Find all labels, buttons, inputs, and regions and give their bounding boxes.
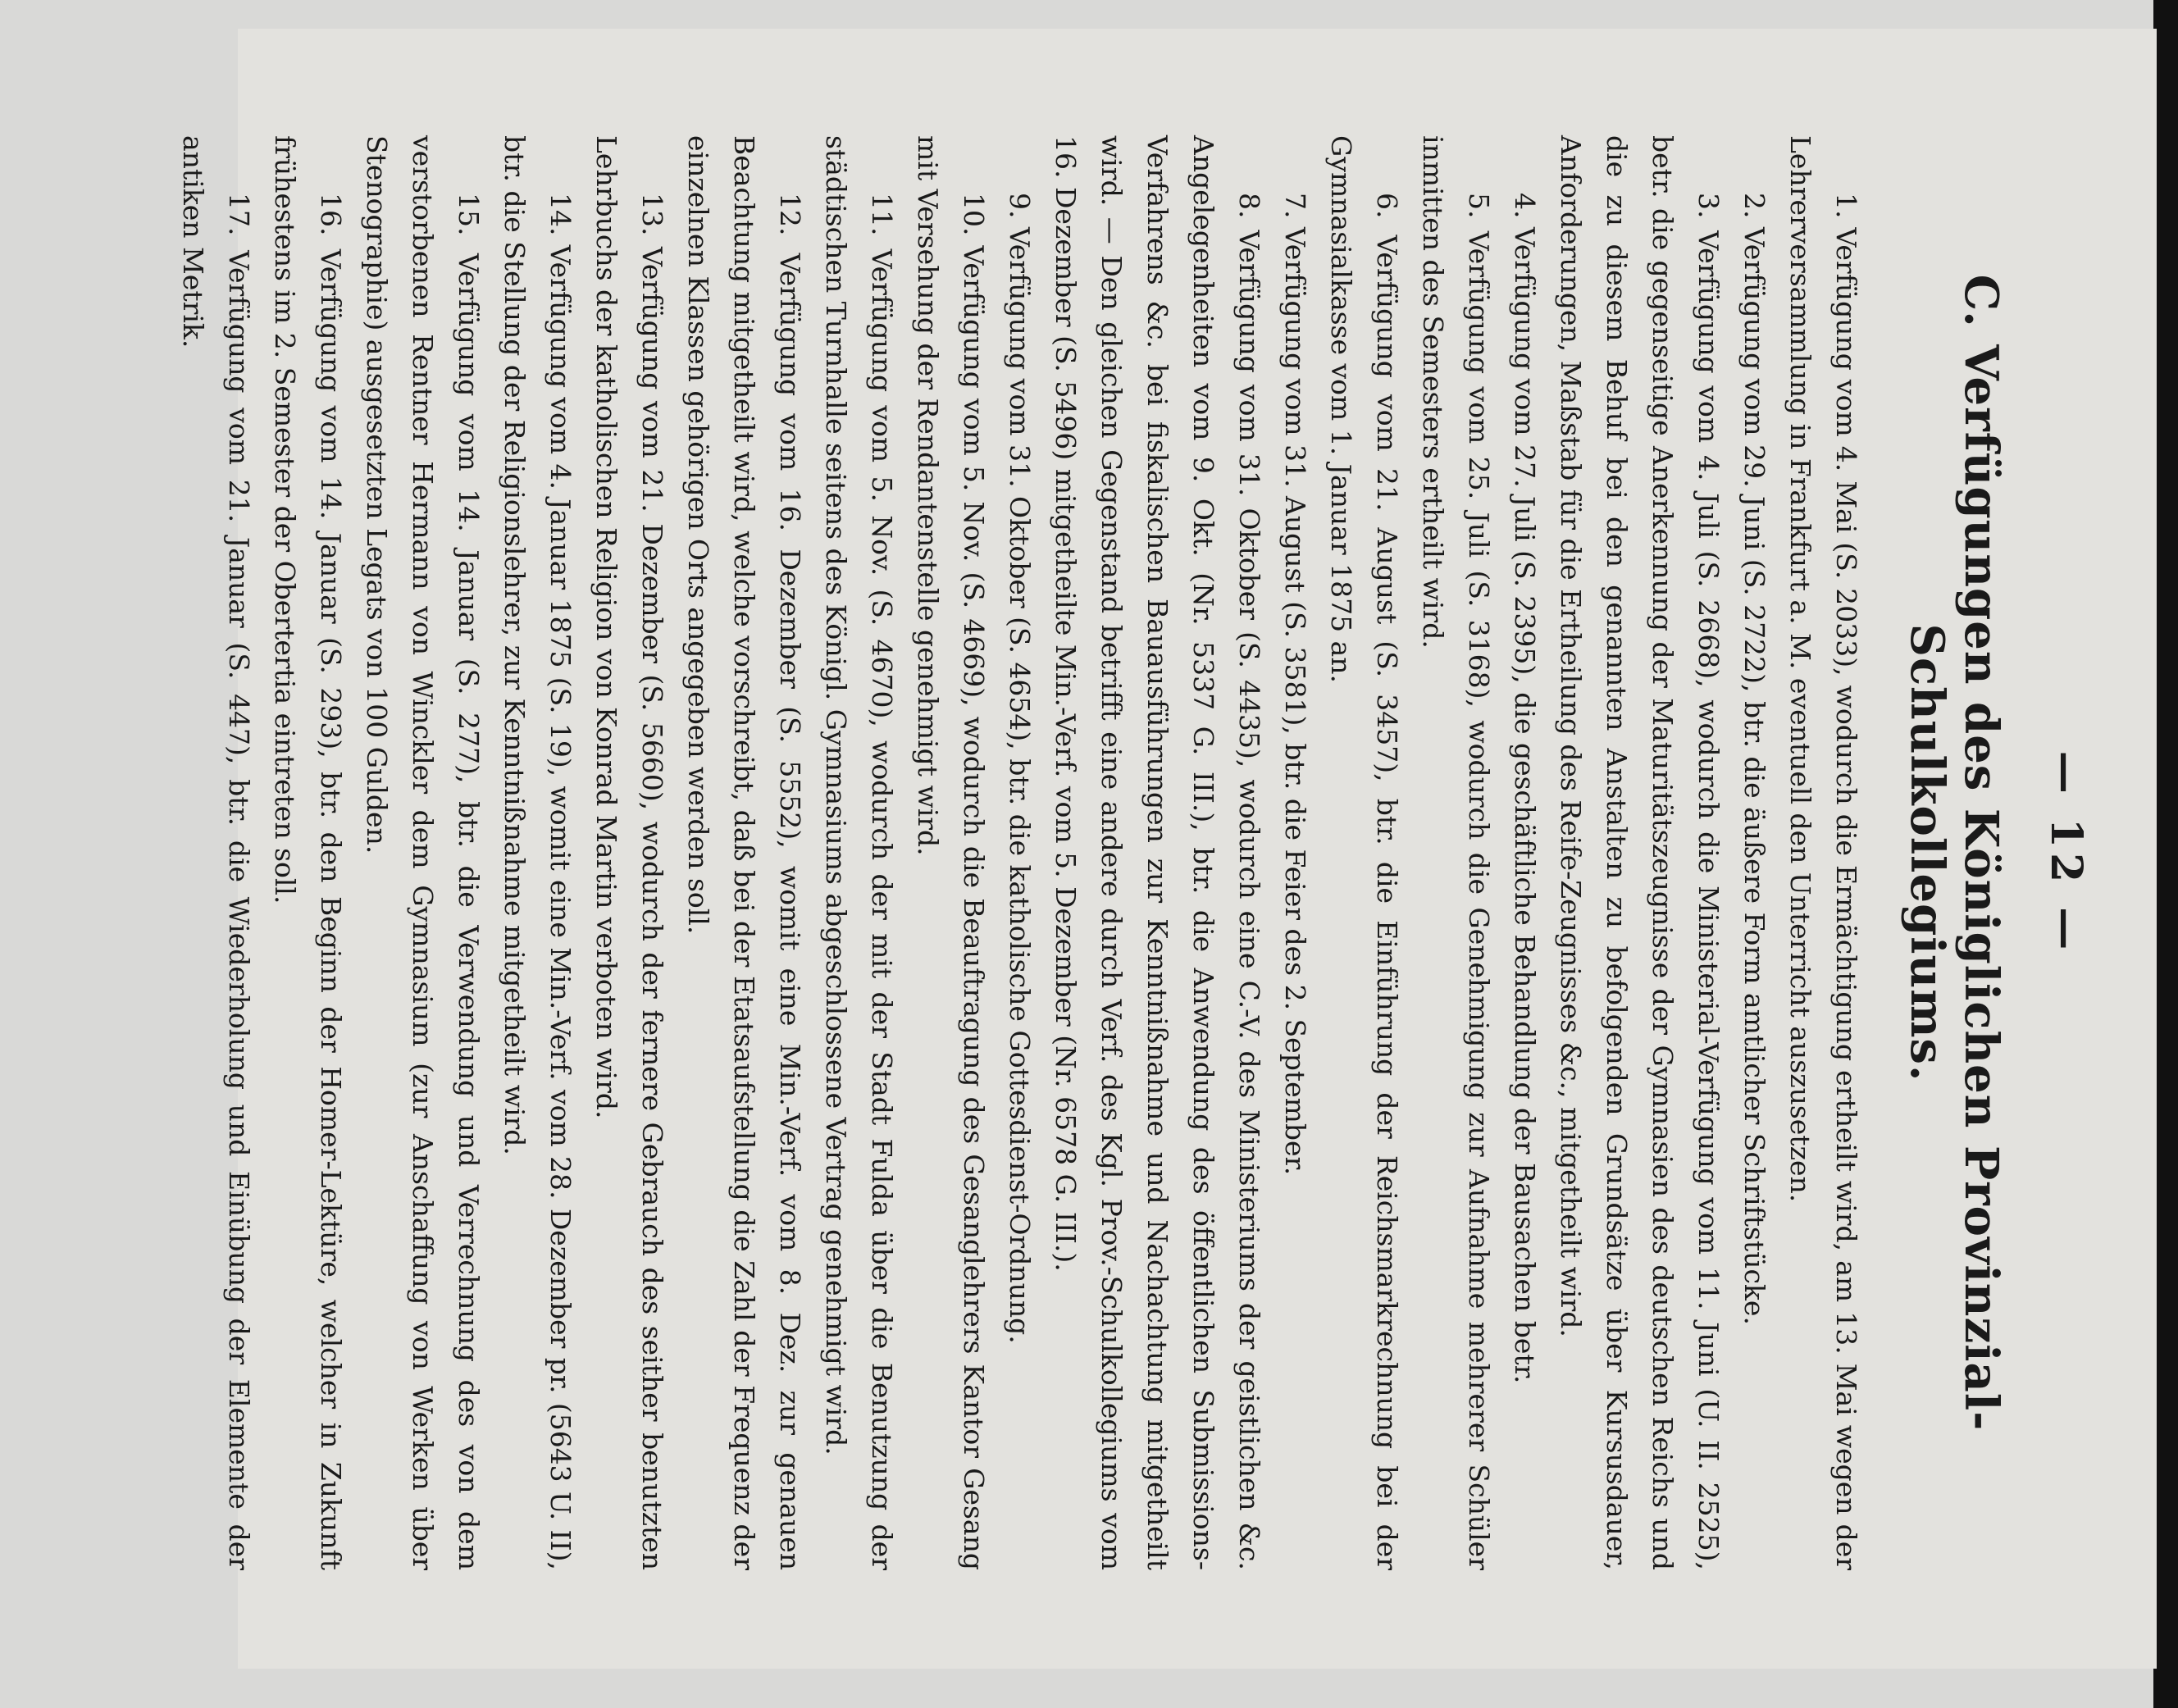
decree-entry: 5. Verfügung vom 25. Juli (S. 3168), wodurch die Genehmigung zur Aufnahme mehrerer Schüler inmitten des Semesters ertheilt wird. <box>1417 135 1495 1570</box>
decree-entry: 14. Verfügung vom 4. Januar 1875 (S. 19), womit eine Min.-Verf. vom 28. Dezember pr. (5643 U. II), btr. die Stellung der Religionslehrer, zur Kenntnißnahme mitgetheilt wird. <box>499 135 576 1570</box>
decree-entry: 12. Verfügung vom 16. Dezember (S. 5552), womit eine Min.-Verf. vom 8. Dez. zur genauen Beachtung mitgetheilt wird, welche vorschreibt, daß bei der Etatsaufstellung die Zahl der Frequenz der einzelnen Klassen gehörigen Orts angegeben werden soll. <box>682 135 806 1570</box>
decree-entry: 17. Verfügung vom 21. Januar (S. 447), btr. die Wiederholung und Einübung der Elemente der antiken Metrik. <box>177 135 255 1570</box>
section-title: C. Verfügungen des Königlichen Provinzial-Schulkollegiums. <box>1900 274 2008 1432</box>
decree-entry: 15. Verfügung vom 14. Januar (S. 277), btr. die Verwendung und Verrechnung des von dem verstorbenen Rentner Hermann von Winckler dem Gymnasium (zur Anschaffung von Werken über Stenographie) ausgesetzten Legats von 100 Gulden. <box>361 135 485 1570</box>
decree-list <box>170 135 1869 1570</box>
decree-entry: 8. Verfügung vom 31. Oktober (S. 4435), wodurch eine C.-V. des Ministeriums der geistlichen &c. Angelegenheiten vom 9. Okt. (Nr. 5337 G. III.), btr. die Anwendung des öffentlichen Submissions-Verfahrens &c. bei fiskalischen Bauausführungen zur Kenntnißnahme und Nachachtung mitgetheilt wird. — Den gleichen Gegenstand betrifft eine andere durch Verf. des Kgl. Prov.-Schulkollegiums vom 16. Dezember (S. 5496) mitgetheilte Min.-Verf. vom 5. Dezember (Nr. 6578 G. III.). <box>1050 135 1265 1570</box>
decree-entry: 2. Verfügung vom 29. Juni (S. 2722), btr. die äußere Form amtlicher Schriftstücke. <box>1738 193 1770 1325</box>
decree-entry: 13. Verfügung vom 21. Dezember (S. 5660), wodurch der fernere Gebrauch des seither benutzten Lehrbuchs der katholischen Religion von Konrad Martin verboten wird. <box>590 135 668 1570</box>
page-number: — 12 — <box>2041 750 2091 955</box>
decree-entry: 4. Verfügung vom 27. Juli (S. 2395), die geschäftliche Behandlung der Bausachen betr. <box>1509 193 1541 1384</box>
decree-entry: 11. Verfügung vom 5. Nov. (S. 4670), wodurch der mit der Stadt Fulda über die Benutzung der städtischen Turnhalle seitens des Königl. Gymnasiums abgeschlossene Vertrag genehmigt wird. <box>820 135 898 1570</box>
scanned-page <box>177 29 2157 1669</box>
decree-entry: 16. Verfügung vom 14. Januar (S. 293), btr. den Beginn der Homer-Lektüre, welcher in Zukunft frühestens im 2. Semester der Obertertia eintreten soll. <box>269 135 347 1570</box>
decree-entry: 3. Verfügung vom 4. Juli (S. 2668), wodurch die Ministerial-Verfügung vom 11. Juni (U. II. 2525), betr. die gegenseitige Anerkennung der Maturitätszeugnisse der Gymnasien des deutschen Reichs und die zu diesem Behuf bei den genannten Anstalten zu befolgenden Grundsätze über Kursusdauer, Anforderungen, Maßstab für die Ertheilung des Reife-Zeugnisses &c., mitgetheilt wird. <box>1555 135 1725 1570</box>
decree-entry: 9. Verfügung vom 31. Oktober (S. 4654), btr. die katholische Gottesdienst-Ordnung. <box>1004 193 1036 1344</box>
scan-border <box>2153 0 2178 1708</box>
decree-entry: 7. Verfügung vom 31. August (S. 3581), btr. die Feier des 2. September. <box>1279 193 1311 1176</box>
decree-entry: 6. Verfügung vom 21. August (S. 3457), btr. die Einführung der Reichsmarkrechnung bei der Gymnasialkasse vom 1. Januar 1875 an. <box>1325 135 1403 1570</box>
decree-entry: 10. Verfügung vom 5. Nov. (S. 4669), wodurch die Beauftragung des Gesanglehrers Kantor Gesang mit Versehung der Rendantenstelle genehmigt wird. <box>912 135 990 1570</box>
decree-entry: 1. Verfügung vom 4. Mai (S. 2033), wodurch die Ermächtigung ertheilt wird, am 13. Mai wegen der Lehrerversammlung in Frankfurt a. M. eventuell den Unterricht auszusetzen. <box>1784 135 1862 1570</box>
